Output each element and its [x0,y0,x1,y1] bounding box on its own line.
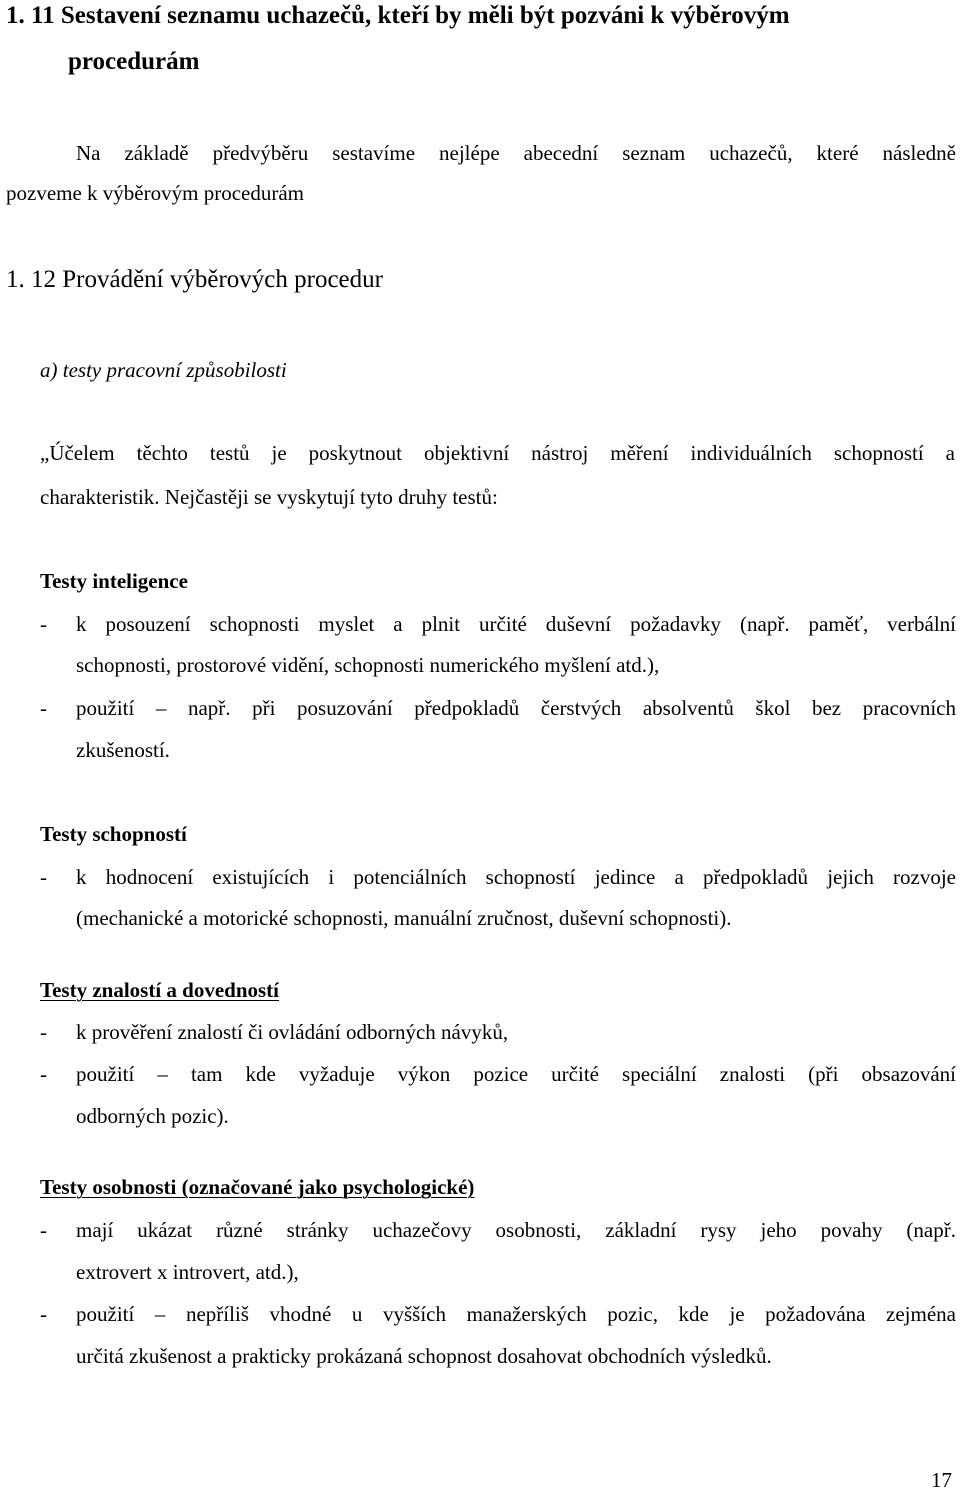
section-1-11-para-line2: pozveme k výběrovým procedurám [6,181,304,205]
list-item-line: použití – např. při posuzování předpokladů čerstvých absolventů škol bez pracovních [76,696,956,720]
test-heading-inteligence: Testy inteligence [40,569,188,593]
section-1-11-title-line1: 1. 11 Sestavení seznamu uchazečů, kteří by měli být pozváni k výběrovým [6,2,790,29]
test-heading-osobnosti: Testy osobnosti (označované jako psychologické) [40,1175,475,1199]
list-item-line: zkušeností. [76,738,170,762]
section-1-12-intro-line2: charakteristik. Nejčastěji se vyskytují tyto druhy testů: [40,485,498,509]
page-number: 17 [931,1468,952,1492]
list-item-line: použití – tam kde vyžaduje výkon pozice určité speciální znalosti (při obsazování [76,1062,956,1086]
list-item-line: schopnosti, prostorové vidění, schopnosti numerického myšlení atd.), [76,653,660,677]
test-heading-schopnosti: Testy schopností [40,822,187,846]
list-item-line: extrovert x introvert, atd.), [76,1260,299,1284]
list-dash: - [40,865,47,889]
list-item-line: k posouzení schopnosti myslet a plnit určité duševní požadavky (např. paměť, verbální [76,612,956,636]
list-dash: - [40,696,47,720]
list-item-line: odborných pozic). [76,1104,229,1128]
section-1-11-title-line2: procedurám [68,48,200,75]
list-item-line: použití – nepříliš vhodné u vyšších manažerských pozic, kde je požadována zejména [76,1302,956,1326]
test-heading-znalosti: Testy znalostí a dovedností [40,978,280,1002]
list-item-line: mají ukázat různé stránky uchazečovy osobnosti, základní rysy jeho povahy (např. [76,1218,956,1242]
list-item-line: určitá zkušenost a prakticky prokázaná schopnost dosahovat obchodních výsledků. [76,1344,772,1368]
list-dash: - [40,612,47,636]
list-dash: - [40,1020,47,1044]
list-dash: - [40,1062,47,1086]
list-item-line: k hodnocení existujících i potenciálních schopností jedince a předpokladů jejich rozvoje [76,865,956,889]
section-1-11-para-line1: Na základě předvýběru sestavíme nejlépe abecední seznam uchazečů, které následně [76,141,956,165]
section-1-12-subheading: a) testy pracovní způsobilosti [40,358,287,382]
list-dash: - [40,1302,47,1326]
section-1-12-intro-line1: „Účelem těchto testů je poskytnout objektivní nástroj měření individuálních schopností a [40,441,955,465]
list-item-line: (mechanické a motorické schopnosti, manuální zručnost, duševní schopnosti). [76,906,732,930]
section-1-12-title: 1. 12 Provádění výběrových procedur [6,266,383,293]
list-item-line: k prověření znalostí či ovládání odborných návyků, [76,1020,509,1044]
list-dash: - [40,1218,47,1242]
